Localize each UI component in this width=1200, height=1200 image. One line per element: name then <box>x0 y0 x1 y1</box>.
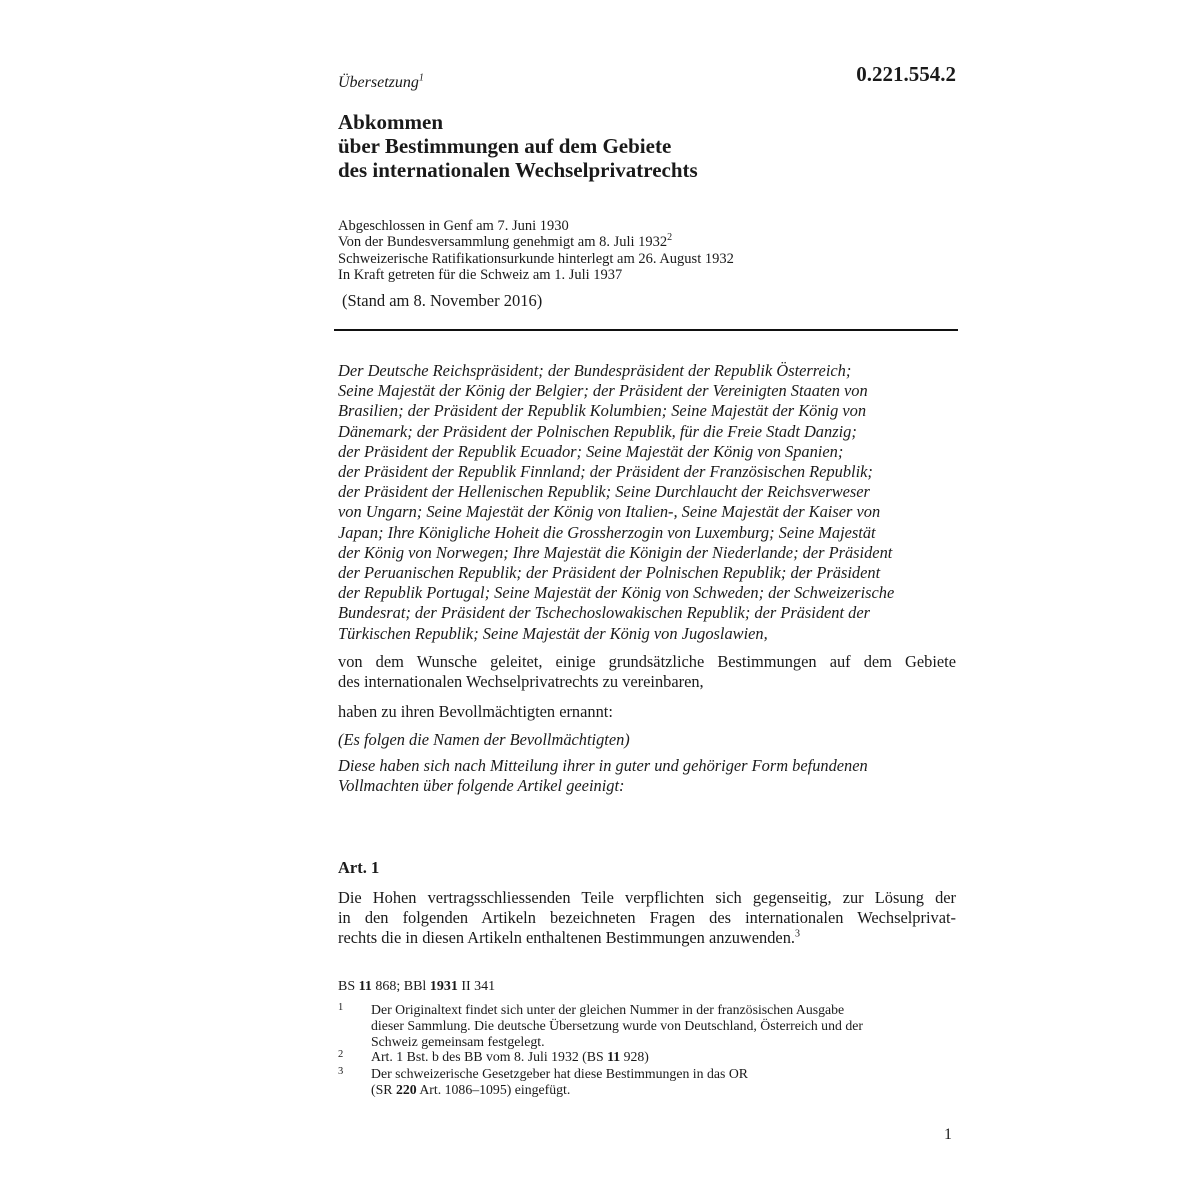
footnote-number: 2 <box>338 1049 344 1060</box>
status-date: (Stand am 8. November 2016) <box>342 291 543 310</box>
article-body <box>338 888 956 949</box>
paragraph-line: rechts die in diesen Artikeln enthaltenen Bestimmungen anzuwenden.$^3$ <box>338 928 800 948</box>
paragraph-line: des internationalen Wechselprivatrechts zu vereinbaren, <box>338 672 704 692</box>
page-number: 1 <box>944 1126 952 1143</box>
footnote-1 <box>338 1002 958 1050</box>
footnote-2 <box>338 1049 958 1065</box>
paragraph-line: Diese haben sich nach Mitteilung ihrer in guter und gehöriger Form befundenen <box>338 756 868 775</box>
footnote-3 <box>338 1066 958 1098</box>
preamble-line: Der Deutsche Reichspräsident; der Bundespräsident der Republik Österreich; <box>338 361 852 380</box>
preamble-line: der Präsident der Republik Ecuador; Seine Majestät der König von Spanien; <box>338 441 844 461</box>
translation-label: Übersetzung$^1$ <box>338 72 424 91</box>
preamble-line: Japan; Ihre Königliche Hoheit die Grossherzogin von Luxemburg; Seine Majestät <box>338 522 876 542</box>
preamble-line: der Peruanischen Republik; der Präsident der Polnischen Republik; der Präsident <box>338 563 881 583</box>
preamble-line: Brasilien; der Präsident der Republik Kolumbien; Seine Majestät der König von <box>338 401 867 421</box>
title-line: Abkommen <box>338 110 444 134</box>
preamble-line: der Republik Portugal; Seine Majestät der König von Schweden; der Schweizerische <box>338 583 895 603</box>
plenipotentiaries-note: (Es folgen die Namen der Bevollmächtigten) <box>338 730 630 749</box>
preamble-line: der Präsident der Republik Finnland; der Präsident der Französischen Republik; <box>338 462 873 482</box>
meta-concluded: Abgeschlossen in Genf am 7. Juni 1930 <box>338 218 569 234</box>
source-references: BS 11 868; BBl 1931 II 341 <box>338 979 496 994</box>
paragraph-line: Die Hohen vertragsschliessenden Teile verpflichten sich gegenseitig, zur Lösung der <box>338 888 956 907</box>
footnote-line: Art. 1 Bst. b des BB vom 8. Juli 1932 (BS 11 928) <box>371 1049 649 1064</box>
preamble-line: Türkischen Republik; Seine Majestät der König von Jugoslawien, <box>338 623 768 643</box>
footnote-line: Der Originaltext findet sich unter der gleichen Nummer in der französischen Ausgabe <box>371 1002 845 1017</box>
preamble-line: Bundesrat; der Präsident der Tschechoslowakischen Republik; der Präsident der <box>338 603 871 623</box>
preamble-line: der König von Norwegen; Ihre Majestät die Königin der Niederlande; der Präsident <box>338 542 893 562</box>
paragraph-line: von dem Wunsche geleitet, einige grundsätzliche Bestimmungen auf dem Gebiete <box>338 652 956 671</box>
footnote-number: 1 <box>338 1002 344 1013</box>
sr-number: 0.221.554.2 <box>856 62 956 86</box>
footnote-ref-3[interactable]: 3 <box>795 928 800 940</box>
preamble <box>338 361 956 644</box>
preamble-purpose <box>338 652 956 692</box>
paragraph-line: in den folgenden Artikeln bezeichneten Fragen des internationalen Wechselprivat- <box>338 908 956 928</box>
title-line: des internationalen Wechselprivatrechts <box>338 158 698 182</box>
article-heading: Art. 1 <box>338 858 380 877</box>
footnote-number: 3 <box>338 1066 344 1077</box>
header-divider <box>334 329 958 331</box>
agreement-clause <box>338 756 956 796</box>
meta-ratified: Schweizerische Ratifikationsurkunde hinterlegt am 26. August 1932 <box>338 250 734 267</box>
document-title <box>338 110 956 182</box>
preamble-line: von Ungarn; Seine Majestät der König von Italien-, Seine Majestät der Kaiser von <box>338 502 881 522</box>
footnote-line: Der schweizerische Gesetzgeber hat diese Bestimmungen in das OR <box>371 1066 748 1081</box>
footnote-ref-1[interactable]: 1 <box>418 72 424 84</box>
footnote-line: dieser Sammlung. Die deutsche Übersetzung wurde von Deutschland, Österreich und der <box>371 1018 863 1033</box>
meta-approved: Von der Bundesversammlung genehmigt am 8. Juli 1932$^2$ <box>338 232 673 251</box>
plenipotentiaries-intro: haben zu ihren Bevollmächtigten ernannt: <box>338 702 613 721</box>
meta-in-force: In Kraft getreten für die Schweiz am 1. Juli 1937 <box>338 266 623 283</box>
footnote-line: (SR 220 Art. 1086–1095) eingefügt. <box>371 1082 571 1097</box>
preamble-line: Seine Majestät der König der Belgier; der Präsident der Vereinigten Staaten von <box>338 381 868 401</box>
footnote-line: Schweiz gemeinsam festgelegt. <box>371 1034 545 1049</box>
document-metadata <box>338 218 956 283</box>
preamble-line: der Präsident der Hellenischen Republik; Seine Durchlaucht der Reichsverweser <box>338 482 870 502</box>
preamble-line: Dänemark; der Präsident der Polnischen Republik, für die Freie Stadt Danzig; <box>338 421 857 441</box>
title-line: über Bestimmungen auf dem Gebiete <box>338 134 672 158</box>
footnote-ref-2[interactable]: 2 <box>667 232 673 244</box>
paragraph-line: Vollmachten über folgende Artikel geeinigt: <box>338 776 625 796</box>
